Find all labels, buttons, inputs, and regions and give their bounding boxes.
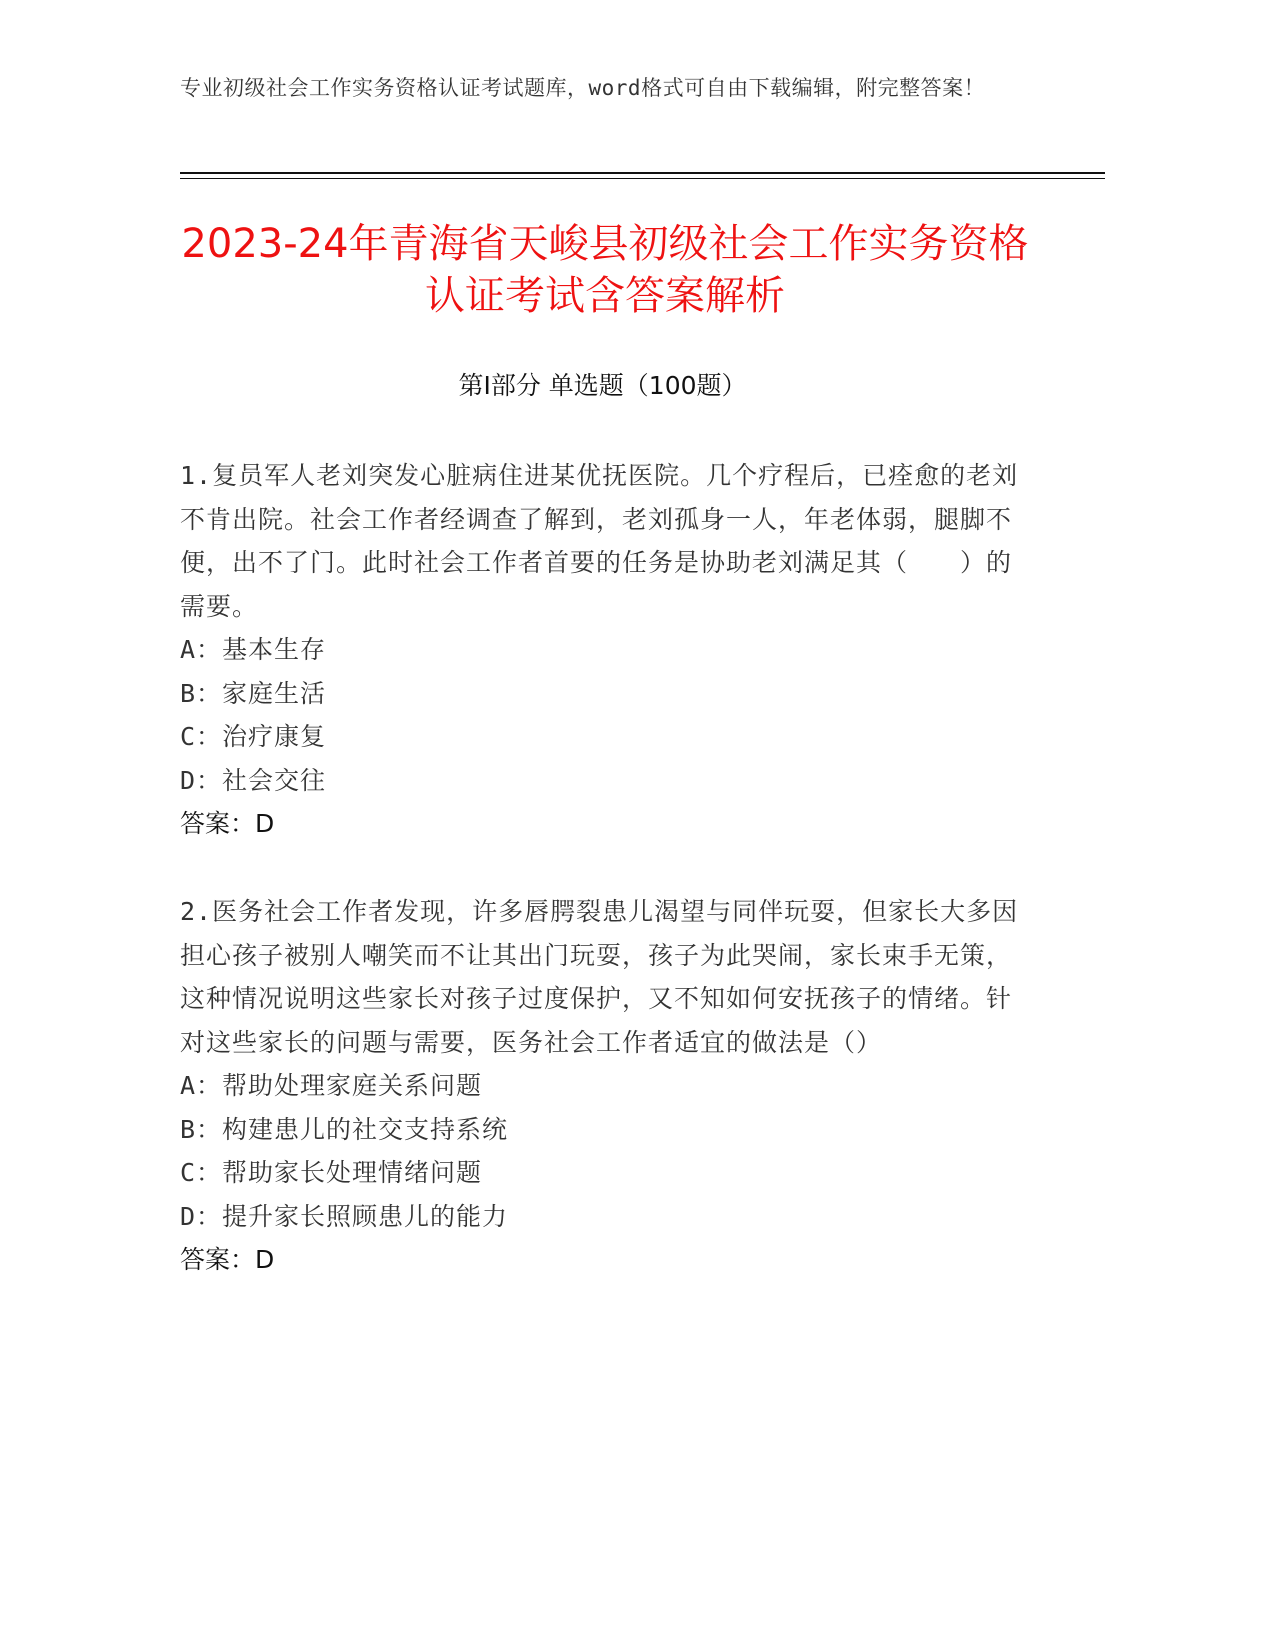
header-note: 专业初级社会工作实务资格认证考试题库，word格式可自由下载编辑，附完整答案！ (180, 76, 986, 100)
answer-label: 答案：D (180, 1245, 275, 1274)
option-c: C：治疗康复 (180, 722, 327, 751)
option-d: D：提升家长照顾患儿的能力 (180, 1201, 509, 1231)
question-1 (180, 454, 1020, 846)
section-title: 第Ⅰ部分 单选题（100题） (458, 371, 747, 400)
option-d: D：社会交往 (180, 765, 327, 795)
question-stem: 1.复员军人老刘突发心脏病住进某优抚医院。几个疗程后，已痊愈的老刘不肯出院。社会工作者经调查了解到，老刘孤身一人，年老体弱，腿脚不便，出不了门。此时社会工作者首要的任务是协助老刘满足其（ ）的需要。 (180, 461, 1019, 621)
header-divider-thin (180, 178, 1105, 179)
header-divider-thick (180, 172, 1105, 174)
document-title: 2023-24年青海省天峻县初级社会工作实务资格认证考试含答案解析 (181, 221, 1029, 319)
option-b: B：构建患儿的社交支持系统 (180, 1114, 509, 1144)
option-a: A：基本生存 (180, 635, 327, 664)
option-a: A：帮助处理家庭关系问题 (180, 1071, 483, 1100)
option-b: B：家庭生活 (180, 678, 327, 708)
question-stem: 2.医务社会工作者发现，许多唇腭裂患儿渴望与同伴玩耍，但家长大多因担心孩子被别人嘲笑而不让其出门玩耍，孩子为此哭闹，家长束手无策，这种情况说明这些家长对孩子过度保护，又不知如何安抚孩子的情绪。针对这些家长的问题与需要，医务社会工作者适宜的做法是（） (180, 897, 1019, 1057)
answer-label: 答案：D (180, 809, 275, 838)
option-c: C：帮助家长处理情绪问题 (180, 1158, 483, 1187)
question-2 (180, 890, 1020, 1282)
